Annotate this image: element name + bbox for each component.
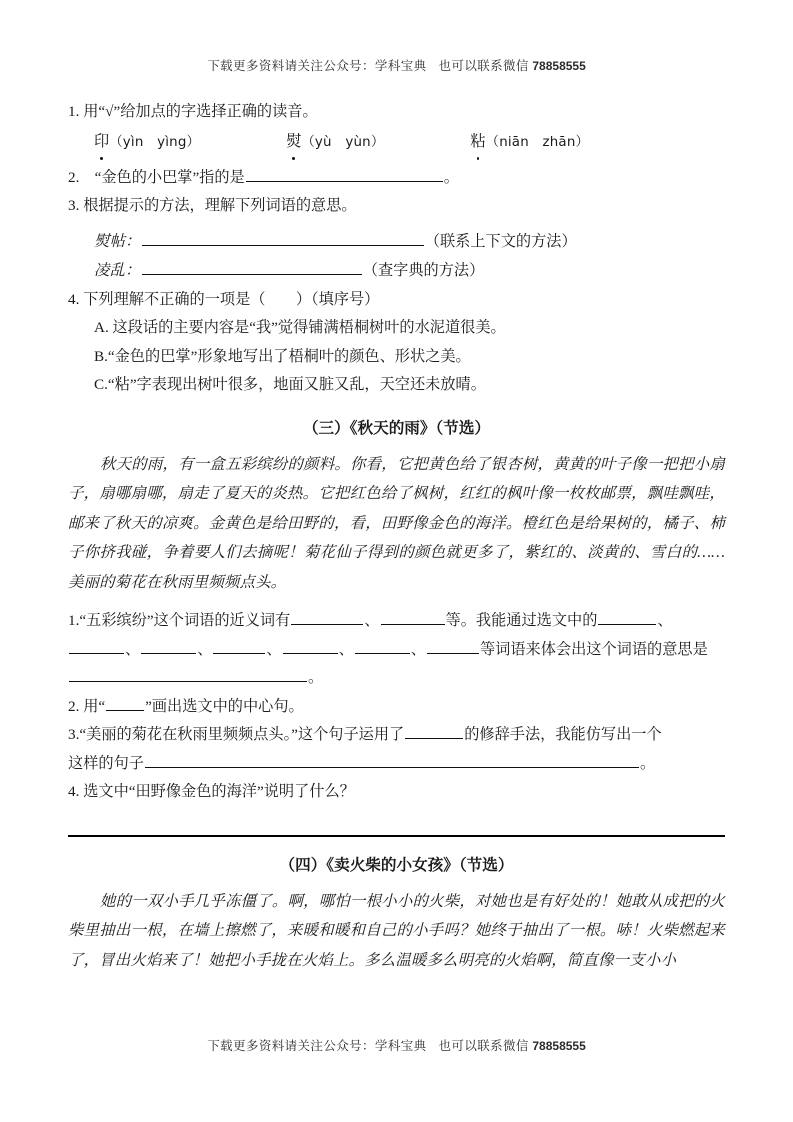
s3-q1-blank-4[interactable] [69, 638, 124, 654]
pinyin-item-1-open: （ [109, 134, 123, 150]
pinyin-choice-row [68, 127, 725, 158]
s3-q1-sep-6: 、 [338, 640, 354, 658]
pinyin-item-2-close: ） [370, 134, 385, 150]
pinyin-item-1-close: ） [186, 134, 201, 150]
question-3-row-1 [68, 227, 725, 257]
question-3-row-1-blank[interactable] [142, 230, 424, 246]
worksheet-body [68, 98, 725, 975]
s3-q3-blank-2[interactable] [145, 752, 639, 768]
s3-q1-mid: 等。我能通过选文中的 [445, 612, 598, 629]
question-3-row-2-label: 凌乱： [94, 262, 141, 279]
s3-q1-blank-10[interactable] [69, 666, 307, 682]
pinyin-item-1-options: yìn yìng [122, 134, 187, 150]
section-three-passage [68, 450, 725, 598]
question-3-row-2-hint: （查字典的方法） [362, 262, 485, 279]
s3-q3-part1: 3.“美丽的菊花在秋雨里频频点头。”这个句子运用了 [68, 726, 405, 743]
s3-q2-suffix: ”画出选文中的中心句。 [145, 697, 304, 715]
s3-q1-blank-3[interactable] [598, 609, 656, 625]
question-4-option-b[interactable]: B.“金色的巴掌”形象地写出了梧桐叶的颜色、形状之美。 [94, 347, 471, 365]
s3-q1-sep-4: 、 [197, 640, 213, 658]
pinyin-item-1[interactable] [94, 127, 200, 158]
question-4-stem: 4. 下列理解不正确的一项是（ ）（填序号） [68, 290, 380, 308]
s3-q1-sep-1: 、 [364, 612, 380, 629]
question-3-row-2-blank[interactable] [142, 259, 362, 275]
s3-q1-period: 。 [308, 669, 324, 686]
section-three-question-4: 4. 选文中“田野像金色的海洋”说明了什么？ [68, 783, 355, 800]
s3-q1-sep-7: 、 [410, 640, 426, 658]
section-three-question-1-line-2 [68, 636, 725, 665]
section-four-passage [68, 887, 725, 976]
s3-q1-part1: 1.“五彩缤纷”这个词语的近义词有 [68, 612, 291, 629]
question-3-row-1-label: 熨帖： [94, 232, 141, 250]
pinyin-item-1-char: 印 [94, 127, 109, 157]
s3-q1-blank-9[interactable] [427, 638, 479, 654]
s3-q1-sep-3: 、 [125, 640, 141, 658]
pinyin-item-2[interactable] [286, 127, 384, 158]
s3-q1-tail: 等词语来体会出这个词语的意思是 [479, 640, 708, 658]
running-header-wechat-label: 也可以联系微信 [438, 59, 529, 73]
question-3-stem: 3. 根据提示的方法，理解下列词语的意思。 [68, 197, 357, 214]
s3-q1-blank-6[interactable] [213, 638, 265, 654]
s3-q3-part2: 的修辞手法，我能仿写出一个 [464, 726, 662, 743]
s3-q1-sep-2: 、 [657, 612, 673, 629]
running-footer-wechat-number: 78858555 [532, 1039, 586, 1053]
question-2-suffix: 。 [443, 168, 459, 186]
section-three-question-2 [68, 693, 725, 722]
section-four-heading: （四）《卖火柴的小女孩》（节选） [279, 856, 514, 874]
pinyin-item-2-open: （ [301, 134, 315, 150]
pinyin-item-3[interactable] [470, 127, 589, 158]
question-2-prefix: 2. “金色的小巴掌”指的是 [68, 168, 245, 186]
pinyin-item-3-open: （ [485, 134, 500, 150]
pinyin-item-3-close: ） [575, 134, 590, 150]
question-3-row-1-hint: （联系上下文的方法） [424, 232, 577, 250]
running-footer-text: 下载更多资料请关注公众号：学科宝典 [207, 1039, 427, 1053]
question-2-line [68, 164, 725, 193]
question-1-stem: 1. 用“√”给加点的字选择正确的读音。 [68, 103, 318, 120]
s3-q3-blank-1[interactable] [405, 723, 463, 739]
section-three-question-3-line-2 [68, 750, 725, 779]
question-4-option-c[interactable]: C.“粘”字表现出树叶很多，地面又脏又乱，天空还未放晴。 [94, 376, 486, 393]
pinyin-item-3-options: niān zhān [499, 134, 576, 150]
section-three-heading: （三）《秋天的雨》（节选） [302, 419, 491, 437]
s3-q1-blank-1[interactable] [291, 609, 363, 625]
section-four-passage-text: 她的一双小手几乎冻僵了。啊，哪怕一根小小的火柴，对她也是有好处的！她敢从成把的火柴里抽出一根，在墙上擦燃了，来暖和暖和自己的小手吗？她终于抽出了一根。哧！火柴燃起来了，冒出火焰来了！她把小手拢在火焰上。多么温暖多么明亮的火焰啊，简直像一支小小 [68, 892, 725, 969]
running-header-wechat-number: 78858555 [532, 59, 586, 73]
question-3-row-2 [68, 256, 725, 286]
pinyin-item-3-char: 粘 [470, 127, 485, 157]
running-footer-wechat-label: 也可以联系微信 [438, 1039, 529, 1053]
section-three-question-1-line-1 [68, 607, 725, 636]
section-three-question-3-line-1 [68, 721, 725, 750]
pinyin-item-2-char: 熨 [286, 127, 301, 157]
section-three-question-1-line-3 [68, 664, 725, 693]
s3-q1-blank-8[interactable] [355, 638, 410, 654]
s3-q2-prefix: 2. 用“ [68, 697, 106, 715]
s3-q3-part3: 这样的句子 [68, 754, 144, 772]
s3-q3-period: 。 [639, 754, 656, 772]
question-4-option-a[interactable]: A. 这段话的主要内容是“我”觉得铺满梧桐树叶的水泥道很美。 [94, 319, 506, 336]
question-2-answer-blank[interactable] [246, 166, 443, 182]
running-header-text: 下载更多资料请关注公众号：学科宝典 [207, 59, 427, 73]
running-header [0, 56, 793, 74]
s3-q1-blank-7[interactable] [283, 638, 338, 654]
section-three-passage-text: 秋天的雨，有一盒五彩缤纷的颜料。你看，它把黄色给了银杏树，黄黄的叶子像一把把小扇子，扇哪扇哪，扇走了夏天的炎热。它把红色给了枫树，红红的枫叶像一枚枚邮票，飘哇飘哇，邮来了秋天的凉爽。金黄色是给田野的，看，田野像金色的海洋。橙红色是给果树的，橘子、柿子你挤我碰，争着要人们去摘呢！菊花仙子得到的颜色就更多了，紫红的、淡黄的、雪白的……美丽的菊花在秋雨里频频点头。 [68, 455, 725, 591]
pinyin-item-2-options: yù yùn [314, 134, 371, 150]
s3-q2-blank[interactable] [106, 695, 144, 711]
s3-q1-blank-5[interactable] [141, 638, 196, 654]
running-footer [0, 1036, 793, 1054]
s3-q1-sep-5: 、 [266, 640, 282, 658]
s3-q1-blank-2[interactable] [381, 609, 445, 625]
